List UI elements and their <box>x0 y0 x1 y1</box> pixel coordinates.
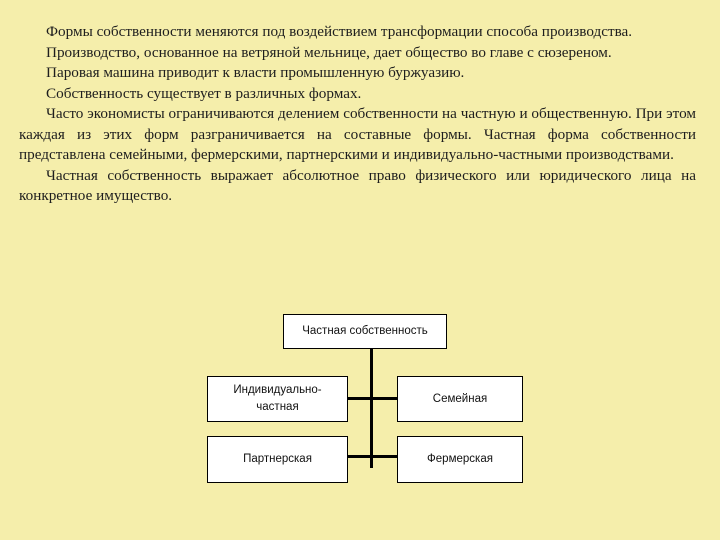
node-individual-private <box>207 376 348 422</box>
paragraph: Паровая машина приводит к власти промышленную буржуазию. <box>46 64 465 81</box>
body-text <box>19 22 696 207</box>
node-label: Индивидуально- <box>233 384 322 396</box>
paragraph: Формы собственности меняются под воздействием трансформации способа производства. <box>46 23 633 40</box>
node-label: Семейная <box>432 392 488 405</box>
node-partnership <box>207 436 348 483</box>
trunk-line <box>370 348 373 468</box>
root-node-label: Частная собственность <box>302 325 428 337</box>
node-farm <box>397 436 523 483</box>
branch-line-bottom <box>347 455 398 458</box>
node-family <box>397 376 523 422</box>
paragraph: Собственность существует в различных формах. <box>46 84 362 102</box>
node-label: частная <box>256 401 299 413</box>
node-label: Партнерская <box>243 453 312 465</box>
paragraph: Частная собственность выражает абсолютное право физического или юридического лица на конкретное имущество. <box>19 166 696 204</box>
branch-line-top <box>347 397 398 400</box>
paragraph: Производство, основанное на ветряной мельнице, дает общество во главе с сюзереном. <box>46 43 612 61</box>
node-label: Фермерская <box>427 453 493 465</box>
paragraph: Часто экономисты ограничиваются делением собственности на частную и общественную. При этом каждая из этих форм разграничивается на составные формы. Частная форма собственности представлена семейными, фермерскими, партнерскими и индивидуально-частными производствами. <box>19 105 696 163</box>
root-node-private-property <box>283 314 447 349</box>
